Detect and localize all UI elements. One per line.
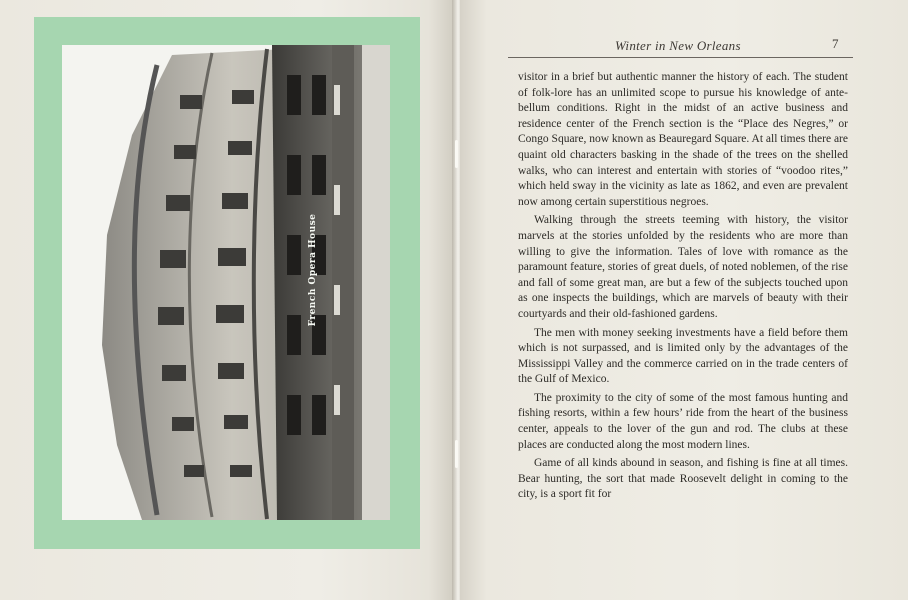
paragraph: Game of all kinds abound in season, and fishing is fine at all times. Bear hunting, the sort that made Roosevelt delight in coming to the city, is a sport fit for: [518, 457, 848, 501]
building-illustration: [62, 45, 390, 520]
paragraph: The proximity to the city of some of the most famous hunting and fishing resorts, within a few hours’ ride from the heart of the business center, appeals to the lover of the gun and rod. The clubs at these places are conducted along the most modern lines.: [518, 391, 848, 451]
paragraph: visitor in a brief but authentic manner the history of each. The student of folk-lore has an unlimited scope to pursue his knowledge of ante-bellum conditions. Right in the midst of an active business and residence center of the French section is the “Place des Negres,” or Congo Square, now known as Beauregard Square. At all times there are quaint old characters basking in the shade of the trees on the shelled walks, who can interest and entertain with stories of “voodoo rites,” which held sway in the vicinity as late as 1862, and even are prevalent now among certain superstitious negroes.: [518, 71, 848, 208]
binding-stitch: [455, 440, 458, 468]
page-number: 7: [832, 36, 839, 51]
french-opera-house-photo: [62, 45, 390, 520]
photo-plate: [34, 17, 420, 549]
binding-stitch: [455, 140, 458, 168]
running-head: Winter in New Orleans: [615, 38, 741, 53]
header-rule: [508, 57, 853, 58]
paragraph: Walking through the streets teeming with history, the visitor marvels at the stories unfolded by the residents who are more than willing to give the information. Tales of love with romance as the paramount feature, stories of great duels, of noted noblemen, of the rise and fall of some great man, are but a few of the subjects touched upon as one inspects the buildings, which are marvels of beauty with their courtyards and their old-fashioned gardens.: [518, 214, 848, 320]
paragraph: The men with money seeking investments have a field before them which is not surpassed, and is limited only by the advantages of the Mississippi Valley and the commerce carried on in the trade centers of the Gulf of Mexico.: [518, 326, 848, 386]
photo-caption: French Opera House: [308, 213, 318, 327]
right-page: [460, 0, 908, 600]
body-text: [518, 70, 848, 506]
